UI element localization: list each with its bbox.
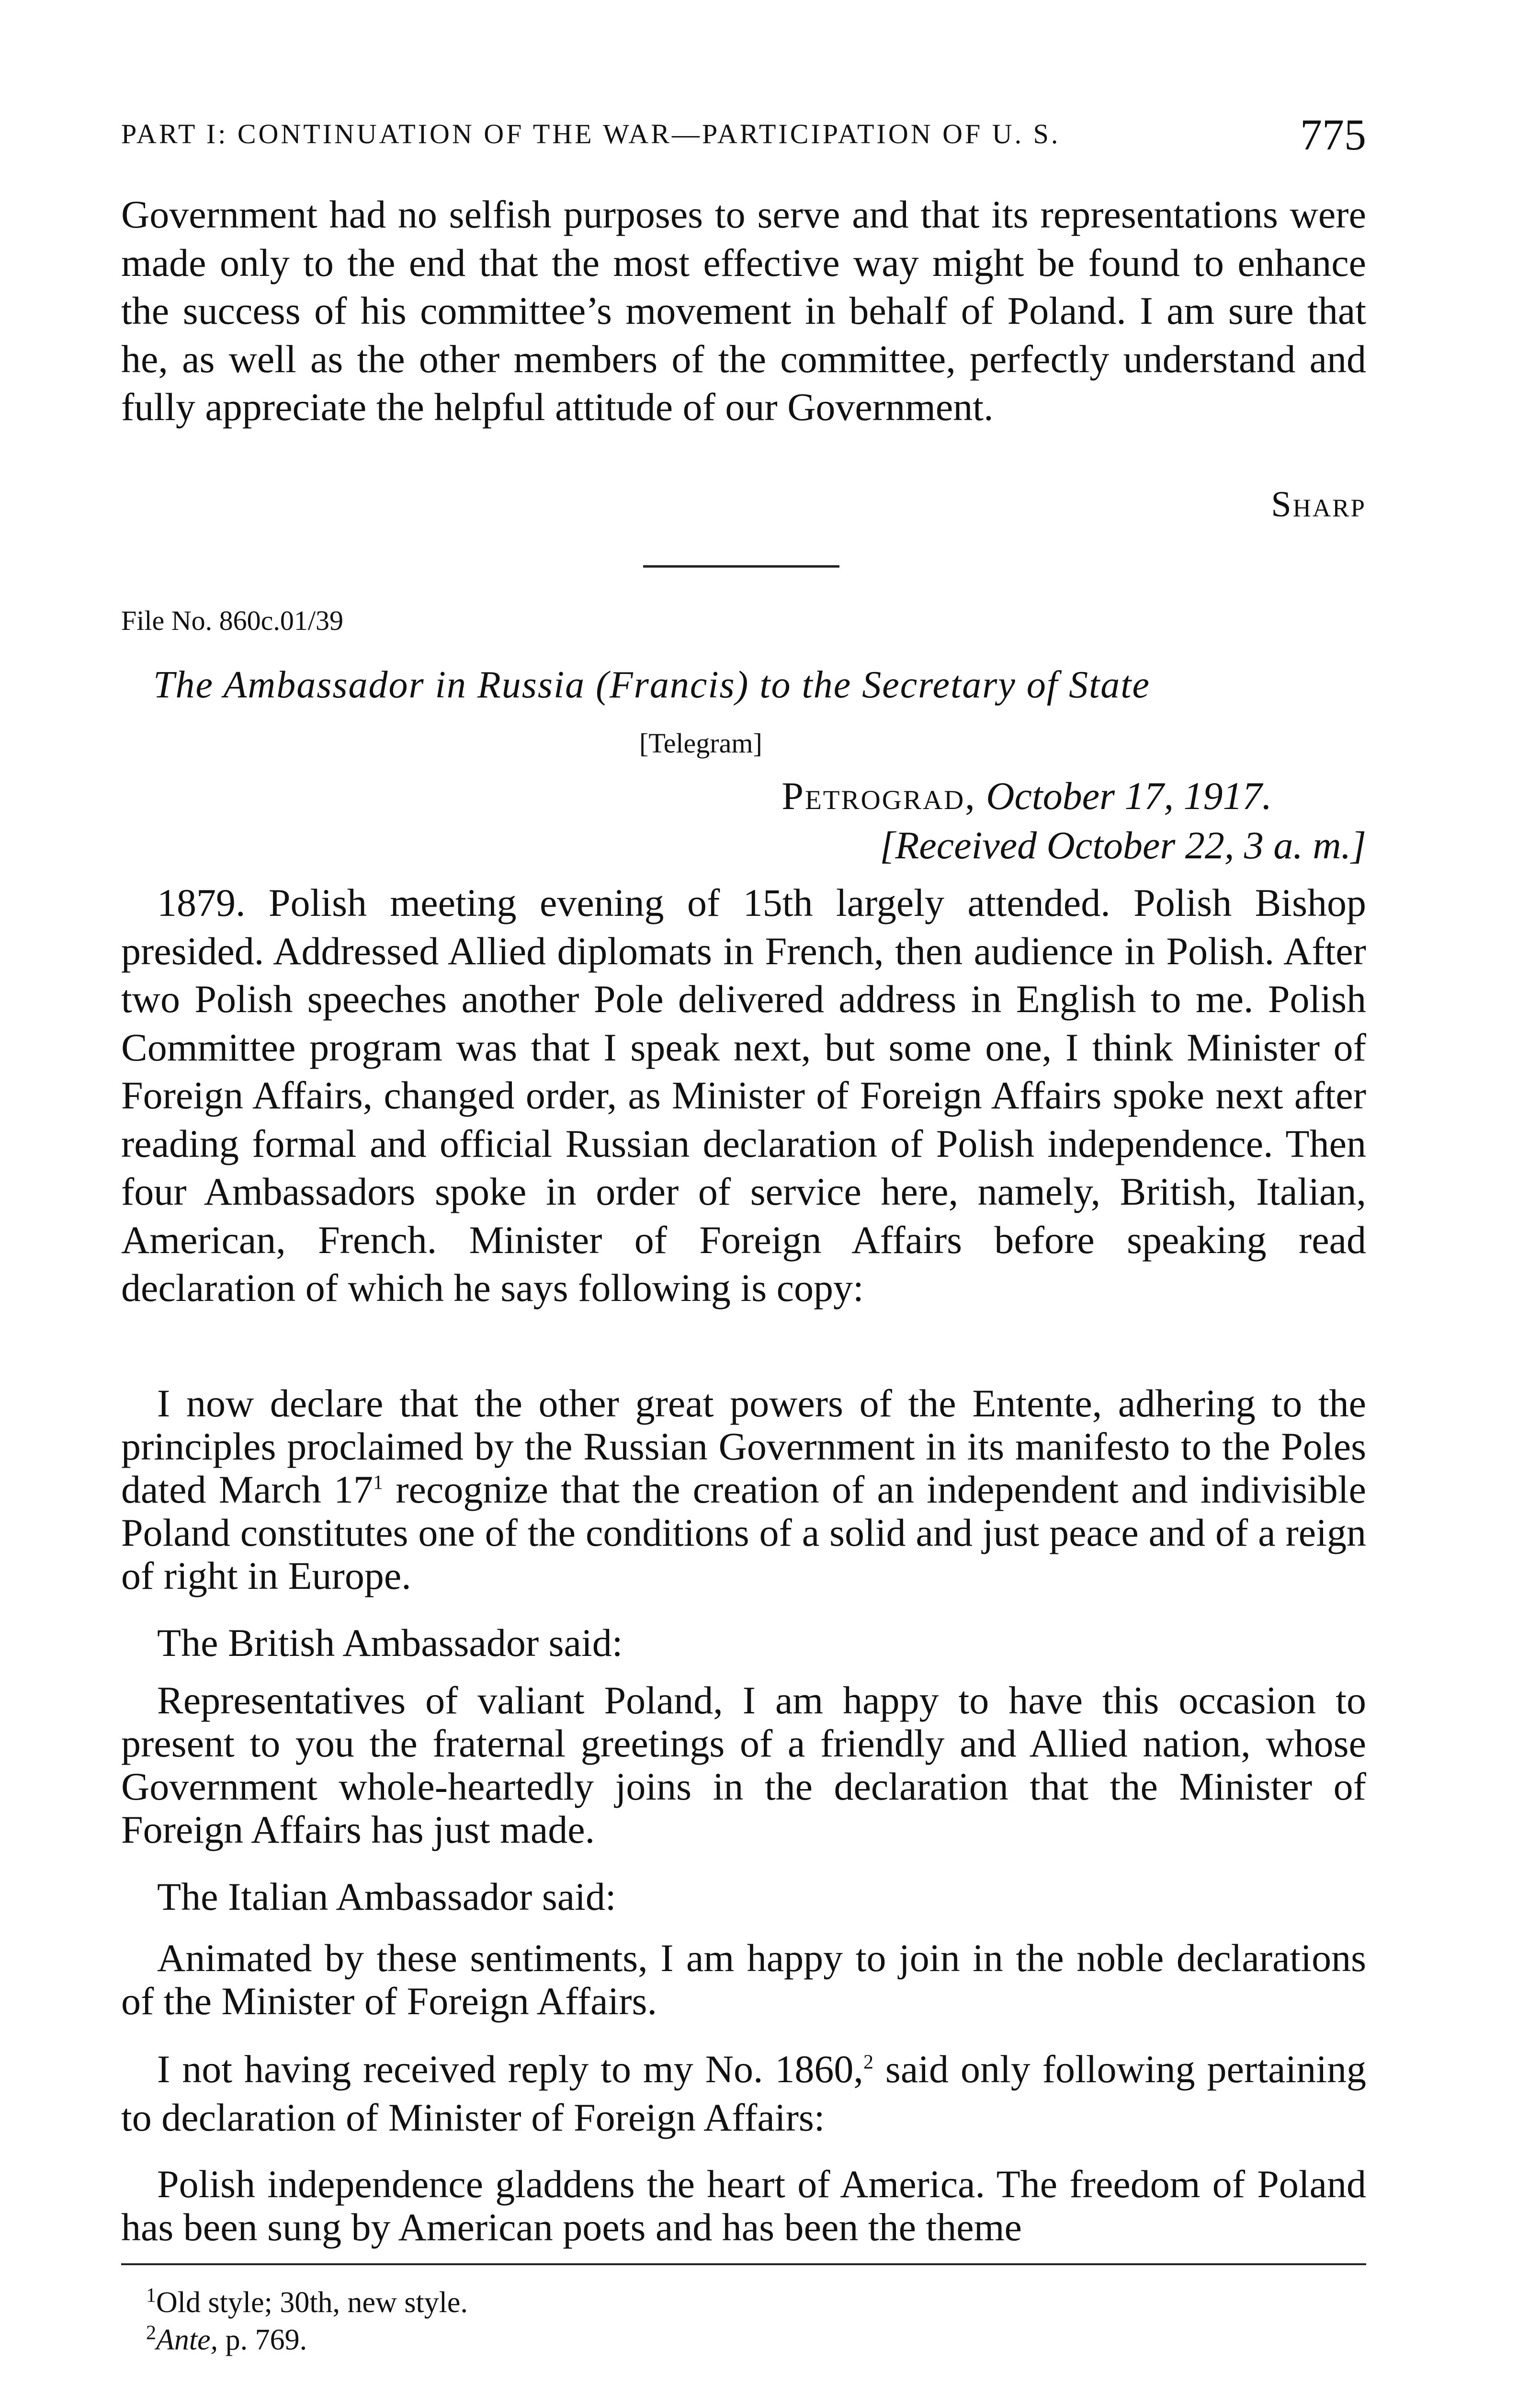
footnote-2: $^2$Ante, p. 769. [146,2322,307,2356]
running-title: PART I: CONTINUATION OF THE WAR—PARTICIPATION OF U. S. [121,118,1061,149]
document-type: [Telegram] [639,728,762,759]
footnote-1: $^1$Old style; 30th, new style. [146,2284,468,2319]
signature: Sharp [1271,484,1366,525]
page-number: 775 [1300,110,1366,159]
quote-british: Representatives of valiant Poland, I am happy to have this occasion to present to you the fraternal greetings of a friendly and Allied nation, whose Government whole-heartedly joins in the declaration that the Minister of Foreign Affairs has just made. [121,1678,1366,1851]
footnote-divider [121,2263,1366,2265]
running-header [121,109,1366,157]
dateline-date [781,774,1272,819]
american-intro: I not having received reply to my No. 1860,$^2$ said only following pertaining to declaration of Minister of Foreign Affairs: [121,2047,1366,2139]
quote-american: Polish independence gladdens the heart of America. The freedom of Poland has been sung by American poets and has been the theme [121,2162,1366,2249]
document-title: The Ambassador in Russia (Francis) to the Secretary of State [153,664,1151,706]
file-number: File No. 860c.01/39 [121,605,343,636]
dateline-place: Petrograd, [781,774,976,818]
italian-intro: The Italian Ambassador said: [157,1875,616,1918]
british-intro: The British Ambassador said: [157,1621,623,1665]
footnote-ref-1: 1 [373,1471,384,1494]
quote-russian-declaration: I now declare that the other great powers of the Entente, adhering to the principles proclaimed by the Russian Government in its manifesto to the Poles dated March $17^1$ recognize that the creation of an independent and indivisible Poland constitutes one of the conditions of a solid and just peace and of a reign of right in Europe. [121,1381,1366,1597]
received-note: [Received October 22, 3 a. m.] [880,823,1366,867]
section-divider [643,565,839,568]
opening-paragraph: Government had no selfish purposes to serve and that its representations were made only to the end that the most effective way might be found to enhance the success of his committee’s movement in behalf of Poland. I am sure that he, as well as the other members of the committee, perfectly understand and fully appreciate the helpful attitude of our Government. [121,193,1366,429]
main-paragraph: 1879. Polish meeting evening of 15th largely attended. Polish Bishop presided. Addressed Allied diplomats in French, then audience in Polish. After two Polish speeches another Pole delivered address in English to me. Polish Committee program was that I speak next, but some one, I think Minister of Foreign Affairs, changed order, as Minister of Foreign Affairs spoke next after reading formal and official Russian declaration of Polish independence. Then four Ambassadors spoke in order of service here, namely, British, Italian, American, French. Minister of Foreign Affairs before speaking read declaration of which he says following is copy: [121,881,1366,1310]
quote-italian: Animated by these sentiments, I am happy to join in the noble declarations of the Minister of Foreign Affairs. [121,1936,1366,2023]
dateline-date-text: October 17, 1917. [986,774,1272,818]
footnote-ref-2: 2 [863,2051,873,2074]
